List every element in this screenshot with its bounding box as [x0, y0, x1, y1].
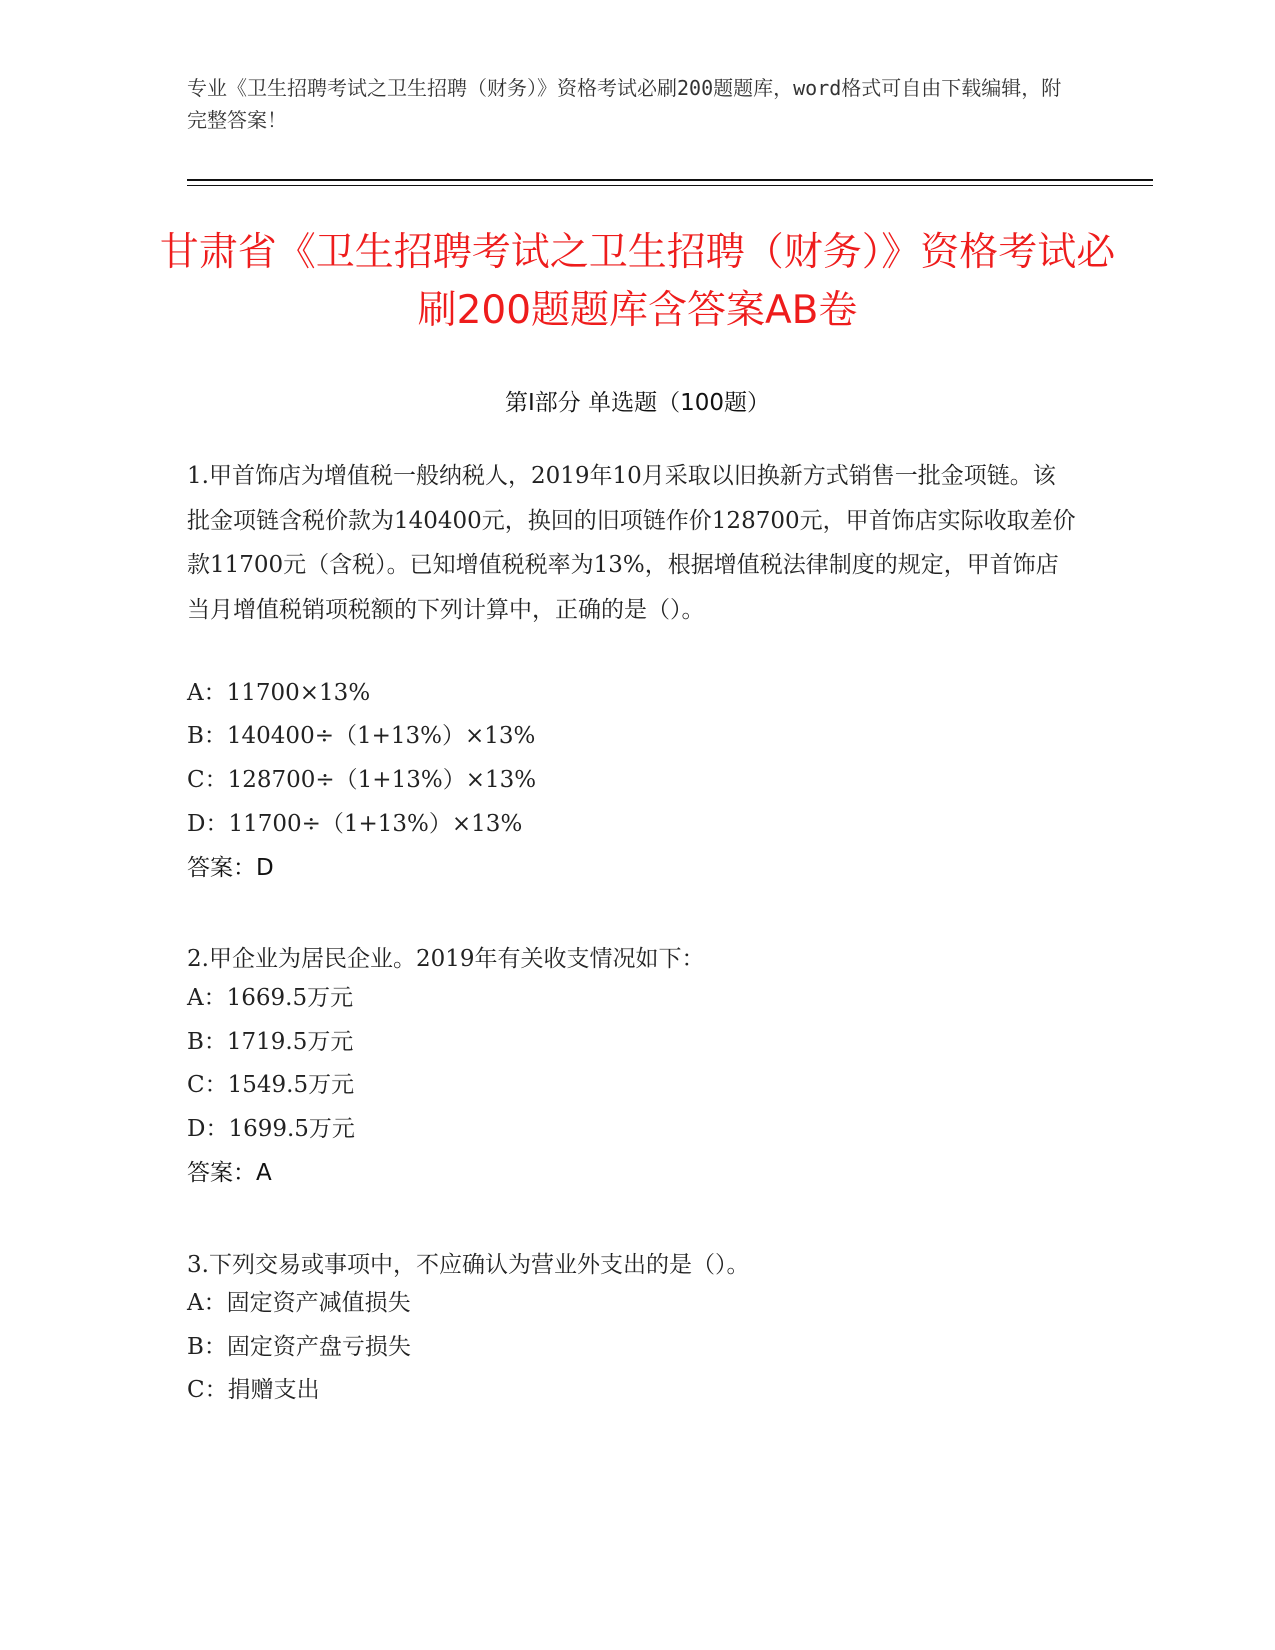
section-title: 第Ⅰ部分 单选题（100题）: [505, 390, 770, 416]
question-2-option-b: B：1719.5万元: [187, 1029, 354, 1055]
question-1-option-d: D：11700÷（1+13%）×13%: [187, 811, 523, 837]
question-2-answer: 答案：A: [187, 1160, 272, 1186]
question-3-option-c: C：捐赠支出: [187, 1377, 320, 1403]
question-2-option-c: C：1549.5万元: [187, 1072, 355, 1098]
question-3-option-b: B：固定资产盘亏损失: [187, 1334, 411, 1360]
document-title: 甘肃省《卫生招聘考试之卫生招聘（财务）》资格考试必刷200题题库含答案AB卷: [159, 230, 1116, 333]
question-2-option-a: A：1669.5万元: [187, 985, 354, 1011]
question-1-answer: 答案：D: [187, 855, 274, 881]
question-1-text: 1.甲首饰店为增值税一般纳税人，2019年10月采取以旧换新方式销售一批金项链。该批金项链含税价款为140400元，换回的旧项链作价128700元，甲首饰店实际收取差价款11700元（含税）。已知增值税税率为13%，根据增值税法律制度的规定，甲首饰店当月增值税销项税额的下列计算中，正确的是（）。: [187, 463, 1076, 623]
header-rule-thin: [187, 185, 1153, 186]
question-2-option-d: D：1699.5万元: [187, 1116, 355, 1142]
header-note: 专业《卫生招聘考试之卫生招聘（财务）》资格考试必刷200题题库，word格式可自由下载编辑，附完整答案！: [187, 76, 1062, 132]
question-1-option-b: B：140400÷（1+13%）×13%: [187, 723, 536, 749]
question-3-text: 3.下列交易或事项中，不应确认为营业外支出的是（）。: [187, 1252, 750, 1278]
question-1-option-a: A：11700×13%: [187, 680, 371, 706]
question-2-text: 2.甲企业为居民企业。2019年有关收支情况如下：: [187, 946, 705, 972]
question-1-option-c: C：128700÷（1+13%）×13%: [187, 767, 537, 793]
header-rule-thick: [187, 179, 1153, 181]
question-3-option-a: A：固定资产减值损失: [187, 1290, 411, 1316]
